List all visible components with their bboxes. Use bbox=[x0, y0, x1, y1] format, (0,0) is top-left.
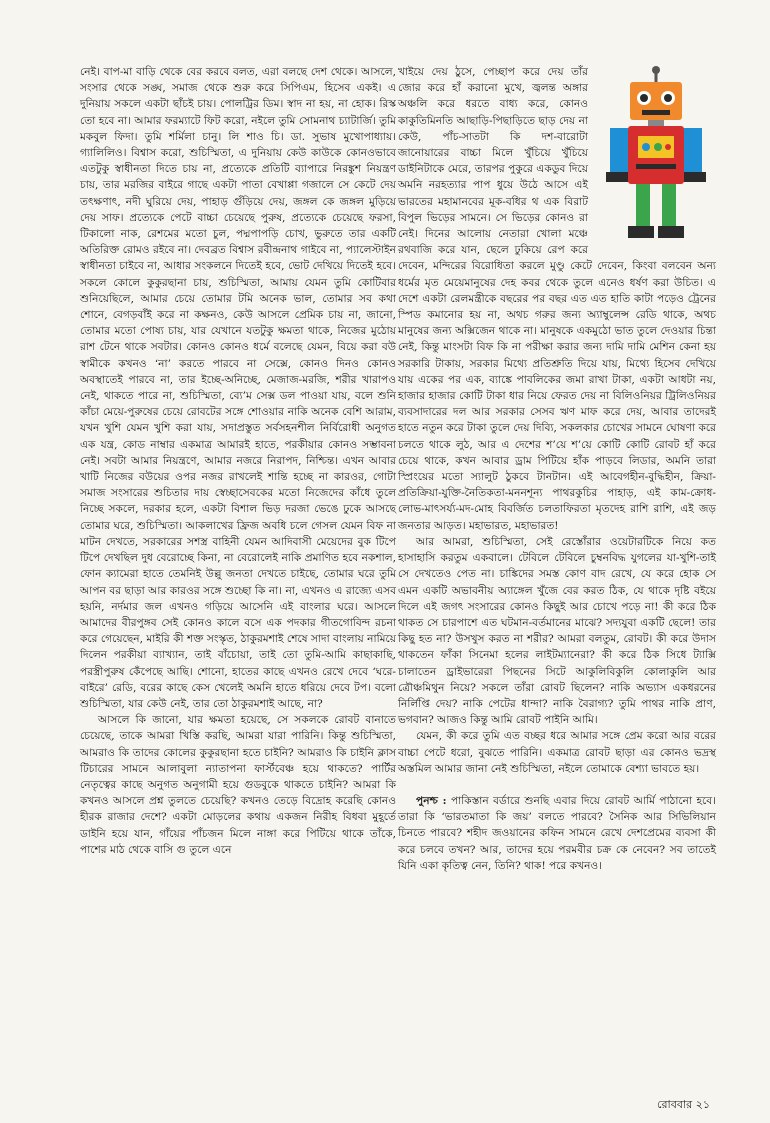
page-footer: রোববার ২১ bbox=[657, 1098, 710, 1111]
robot-right-arm bbox=[684, 128, 702, 172]
right-paragraph-3: যেমন, কী করে তুমি এত বচ্ছর ধরে আমার সঙ্গে প্রেম করো আর বরের বাচ্চা পেটে ধরো, বুঝতে পারিনি। একমাত্র রোবট ছাড়া এর কোনও ভদ্রস্থ অস্তমিল আমার জানা নেই শুচিস্মিতা, নইলে তোমাকে বেশ্যা ভাবতে হয়। bbox=[398, 730, 716, 775]
postscript-label: পুনশ্চ : bbox=[416, 794, 447, 807]
robot-right-leg bbox=[662, 184, 676, 226]
left-paragraph-2: আসলে কি জানো, যার ক্ষমতা হয়েছে, সে সকলকে রোবট বানাতে চেয়েছে, তাকে আমরা খিস্তি করছি, আমরা যারা পারিনি। কিন্তু শুচিস্মিতা, আমরাও কি তাদের কোলের কুকুরছানা হতে চাইনি? আমরাও কি চাইনি ক্লাস টিচারের সামনে আলাবুলা ন্যাতাপনা ফার্স্টবেঞ্চ হয়ে থাকতে? পার্টির নেতৃত্বের কাছে অনুগত অনুগামী হয়ে গুডবুকে থাকতে চাইনি? আমরা কি কখনও আসলে প্রশ্ন তুলতে চেয়েছি? কখনও তেড়ে বিদ্রোহ করেছি কোনও হীরক রাজার দেশে? একটা মোড়লের কথায় একজন নিরীহ বিধবা মুহূর্তে ডাইনি হয়ে যান, গাঁয়ের পাঁচজন মিলে নাঙ্গা করে পিটিয়ে থাকে তাঁকে, পাশের মাঠ থেকে বাসি গু তুলে এনে bbox=[80, 714, 396, 856]
robot-left-foot bbox=[628, 226, 654, 238]
robot-left-leg bbox=[636, 184, 650, 226]
robot-illustration bbox=[596, 66, 716, 244]
robot-icon bbox=[596, 66, 716, 244]
left-column bbox=[80, 64, 396, 858]
right-paragraph-1-text: খাইয়ে দেয় ঠুসে, পেচ্ছাপ করে দেয় তাঁর জোর করে হাঁ করানো মুখে, জ্বলন্ত অঙ্গার অঞ্চলি করে ধরতে বাধ্য করে, কোনও কাকুতিমিনতি আছাড়ি-পিছাড়িতে ছাড় দেয় না কেউ, পাঁচ-সাতটা কি দশ-বারোটা জানোয়ারের বাচ্চা মিলে খুঁচিয়ে খুঁচিয়ে ডাইনিটাকে মেরে, তারপর পুকুরে একডুব দিয়ে অমনি নরহত্যার পাপ ধুয়ে উঠে আসে এই ভারতের মহামানবের মূক-বধির থ এক বিরাট বিপুল ভিড়ের সামনে। সে ভিড়ের কোনও রা নেই। দিনের আলোয় নেতারা খোলা মঞ্চে রথবাজি করে যান, ছেলে ঢুকিয়ে রেপ করে দেবেন, মন্দিরের বিরোধিতা করলে মুণ্ডু কেটে দেবেন, কিংবা বলবেন অন্য ধর্মের মৃত মেয়েমানুষের দেহ কবর থেকে তুলে এনেও ধর্ষণ করা উচিত। এ দেশে একটা রেলমন্ত্রীকে বছরের পর বছর এত এত হাতি কাটা পড়েও ট্রেনের স্পিড কমানোর হয় না, অথচ গরুর জন্য অ্যাম্বুলেন্স রেডি থাকে, অথচ মানুষের জন্য অক্সিজেন থাকে না। মানুষকে একমুঠো ভাত তুলে দেওয়ার চিন্তা নেই, কিন্তু মাংসটা বিফ কি না পরীক্ষা করার জন্য দামি দামি মেশিন কেনা হয় সরকারি টাকায়, সরকার মিথ্যে প্রতিশ্রুতি দিয়ে যায়, মিথ্যে হিসেব দেখিয়ে যায় একের পর এক, ব্যাঙ্কে পাবলিকের জমা রাখা টাকা, একটা আধটা নয়, হাজার হাজার কোটি টাকা ধার নিয়ে ফেরত দেয় না বিলিওনিয়র ট্রিলিওনিয়র ব্যবসাদারের দল আর সরকার সেসব ঋণ মাফ করে দেয়, আবার তাদেরই হাতে নতুন করে টাকা তুলে দেয় দিব্যি, সকলকার চোখের সামনে ঘোষণা করে চলতে থাকে লুঠ, আর এ দেশের শ’য়ে শ’য়ে কোটি কোটি রোবট হাঁ করে চেয়ে থাকে, কখন আবার ড্রাম পিটিয়ে হাঁক পাড়বে লিডার, অমনি তারা স্প্রিংয়ের মতো স্যালুট ঠুকবে টানটান। এই আবেগহীন-বুদ্ধিহীন, ক্রিয়া-প্রতিক্রিয়া-যুক্তি-নৈতিকতা-মননশূন্য পাথরকুচির পাহাড়, এই কাম-ক্রোধ-লোভ-মাৎসর্য্য-মদ-মোহ বিবর্জিত চলতাফিরতা মৃতদেহ রাশি রাশি, এই জড় জনতার আড়ত। মহাভারত, মহাভারত! bbox=[398, 66, 716, 532]
left-paragraph-1: নেই। বাপ-মা বাড়ি থেকে বের করবে বলত, এরা বলছে দেশ থেকে। আসলে, সংসার থেকে সঙ্ঘ, সমাজ থেকে শুরু করে সিপিএম, হিসেব একই। এ দুনিয়ায় সকলে একটা ছাঁচই চায়। পোলট্রির ডিম। স্বাদ না হয়, না হোক। রিস্ক তো হবে না। আমার ফরম্যাটে ফিট করো, নইলে তুমি সোমনাথ চ্যাটার্জি। তুমি মকবুল ফিদা। তুমি শর্মিলা চানু। লি শাও চি। ডা. সুভাষ মুখোপাধ্যায়। গ্যালিলিও। বিশ্বাস করো, শুচিস্মিতা, এ দুনিয়ায় কেউ কাউকে কোনওভাবে এতটুকু স্বাধীনতা দিতে চায় না, প্রত্যেকে প্রতিটি ব্যাপারে নিরঙ্কুশ নিয়ন্ত্রণ চায়, তার মরজির বাইরে গাছে একটা পাতা বেখাপ্পা গজালে সে কেটে দেয় তৎক্ষণাৎ, নদী ঘুরিয়ে দেয়, পাহাড় গুঁড়িয়ে দেয়, জঙ্গল কে জঙ্গল মুড়িয়ে দেয় সাফ। প্রত্যেকে পেটে বাচ্চা চেয়েছে পুরুষ, প্রত্যেকে চেয়েছে ফরসা, টিকালো নাক, রেশমের মতো চুল, পদ্মপাপড়ি চোখ, ভুরুতে তার একটি অতিরিক্ত রোমও রইবে না। দেবব্রত বিশ্বাস রবীন্দ্রনাথ গাইবে না, প্যালেস্টাইন স্বাধীনতা চাইবে না, আধার সংকলনে দিতেই হবে, ভোট দেখিয়ে দিতেই হবে। সকলে কোলে কুকুরছানা চায়, শুচিস্মিতা, আমায় যেমন তুমি কোটিবার শুনিয়েছিলে, আমার চেয়ে তোমার টমি অনেক ভাল, তোমার সব কথা শোনে, বেগড়বাঁই করে না কক্ষনও, কেউ আসলে প্রেমিক চায় না, জানো, তোমার মতো পোষ্য চায়, যার যেখানে যতটুকু ক্ষমতা থাকে, নিজের মুঠোয় রাশ টেনে থাকে সবটার। কোনও কোনও ধর্মে বলেছে যেমন, বিয়ে করা বউ স্বামীকে কখনও ‘না’ করতে পারবে না সেক্সে, কোনও দিনও কোনও অবস্থাতেই পারবে না, তার ইচ্ছে-অনিচ্ছে, মেজাজ-মরজি, শরীর খারাপও নেই, থাকতে পারে না, শুচিস্মিতা, ব্যে’ম সেক্স ডল পাওয়া যায়, বলে শুনি কাঁচা মেয়ে-পুরুষের চেয়ে রোবটের সঙ্গে শোওয়ার নাকি অনেক বেশি আরাম, যখন খুশি যেমন খুশি করা যায়, সদাপ্রস্তুত সর্বসহনশীল নির্বিরোধী অনুগত এক যন্ত্র, কোড নাম্বার একমাত্র আমারই হাতে, পরকীয়ার কোনও সম্ভাবনা নেই। সবটা আমার নিয়ন্ত্রণে, আমার নজরে নিরাপদ, নিশ্চিন্ত। এখন আবার খাটি নিজের বউয়ের ওপর নজর রাখলেই শান্তি হচ্ছে না কারওর, গোটা সমাজ সংসারের শুচিতার দায় স্বেচ্ছাসেবকের মতো নিজেদের কাঁধে তুলে নিচ্ছে সকলে, দরকার হলে, একটা বিশাল ভিড় দরজা ভেঙে ঢুকে আসছে তোমার ঘরে, শুচিস্মিতা। আকলাখের ফ্রিজ অবধি চলে গেসল যেমন বিফ না মাটন দেখতে, সরকারের সশস্ত্র বাহিনী যেমন আদিবাসী মেয়েদের বুক টিপে টিপে দেখছিল দুধ বেরোচ্ছে কিনা, না বেরোলেই নাকি প্রমাণিত হবে নকশাল, ফোন ক্যামেরা হাতে তেমনিই উল্লু জনতা দেখতে চাইছে, তোমার ঘরে তুমি আপন বর ছাড়া আর কারওর সঙ্গে শুচ্ছো কি না। না, এখনও এ রাজ্যে এসব হয়নি, নর্দমার জল এখনও গড়িয়ে আসেনি এই বাংলার ঘরে। আসলে আমাদের বীরপুঙ্গব সেই কোনও কালে বসে এক পদকার গীতগোবিন্দ রচনা করে গেয়েছেন, মাইরি কী শক্ত সংস্কৃত, ঠাকুরমশাই শেষে সাদা বাংলায় নামিয়ে দিলেন পরকীয়া ব্যাখ্যান, তাই বাঁচোয়া, তাই তো তুমি-আমি কাছাকাছি, পরস্ত্রীপুরুষ কেঁপেছে আছি। শোনো, হাতের কাছে এখনও রেখে দেবে ‘ঘরে-বাইরে’ রেডি, বরের কাছে কেস খেলেই অমনি হাতে ধরিয়ে দেবে টপ। বলো শুচিস্মিতা, যার কেউ নেই, তার তো ঠাকুরমশাই আছে, না? bbox=[80, 66, 396, 710]
robot-left-arm bbox=[610, 128, 628, 172]
postscript bbox=[398, 793, 716, 874]
right-paragraph-2: আর আমরা, শুচিস্মিতা, সেই রেস্তোঁরার ওয়েটারটিকে নিয়ে কত হাসাহাসি করতুম একবালে। টেবিলে টেবিলে চুম্বনবিদ্ধ যুগলের যা-খুশি-তাই সে দেখতেও পেত না। চাঙ্কিদের সমস্ত কোণ বাদ রেখে, যে করে হোক সে এমন একটি অভাবনীয় অ্যাঙ্গেল খুঁজে বের করত ঠিক, যে থাকে দৃষ্টি বইয়ে দিলে এই জগৎ সংসারের কোনও কিছুই আর চোখে পড়ে না! কী করে ঠিক থাকত সে চারপাশে এত ঘটমান-বর্তমানের মাঝে? সদ্যযুবা একটি ছেলে! তার কিছু হত না? উসখুস করত না শরীর? আমরা বলতুম, রোবট। কী করে উদাস থাকতেন ফাঁকা সিনেমা হলের লাইটম্যানেরা? কী করে ঠিক সিধে ট্যাক্সি চালাতেন ড্রাইভারেরা পিছনের সিটে আকুলিবিকুলি কোলাকুলি আর ত্রৌঞ্চমিথুন নিয়ে? সকলে তাঁরা রোবট ছিলেন? নাকি অভ্যাস একধরনের নির্লিপ্তি দেয়? নাকি পেটের ধান্দা? নাকি বৈরাগ্য? তুমি পাথর নাকি প্রাণ, ভগবান? আজও কিন্তু আমি রোবট পাইনি আমি। bbox=[398, 535, 716, 727]
postscript-text: পাকিস্তান বর্ডারে শুনছি এবার দিয়ে রোবট আর্মি পাঠানো হবে। তারা কি ‘ভারতমাতা কি জয়’ বলতে পারবে? সৈনিক আর সিভিলিয়ান চিনতে পারবে? শহীদ জওয়ানের কফিন সামনে রেখে দেশপ্রেমের ব্যবসা কী করে চলবে তখন? আর, তাদের হয়ে পরমবীর চক্র কে নেবেন? সব তাতেই যিনি একা কৃতিত্ব নেন, তিনি? থাক! পরে কখনও। bbox=[398, 794, 716, 872]
right-paragraph-1 bbox=[398, 64, 716, 534]
robot-right-foot bbox=[658, 226, 684, 238]
robot-antenna-tip bbox=[652, 66, 660, 74]
robot-mouth bbox=[642, 110, 670, 115]
right-column bbox=[398, 64, 716, 874]
robot-neck bbox=[648, 120, 664, 126]
